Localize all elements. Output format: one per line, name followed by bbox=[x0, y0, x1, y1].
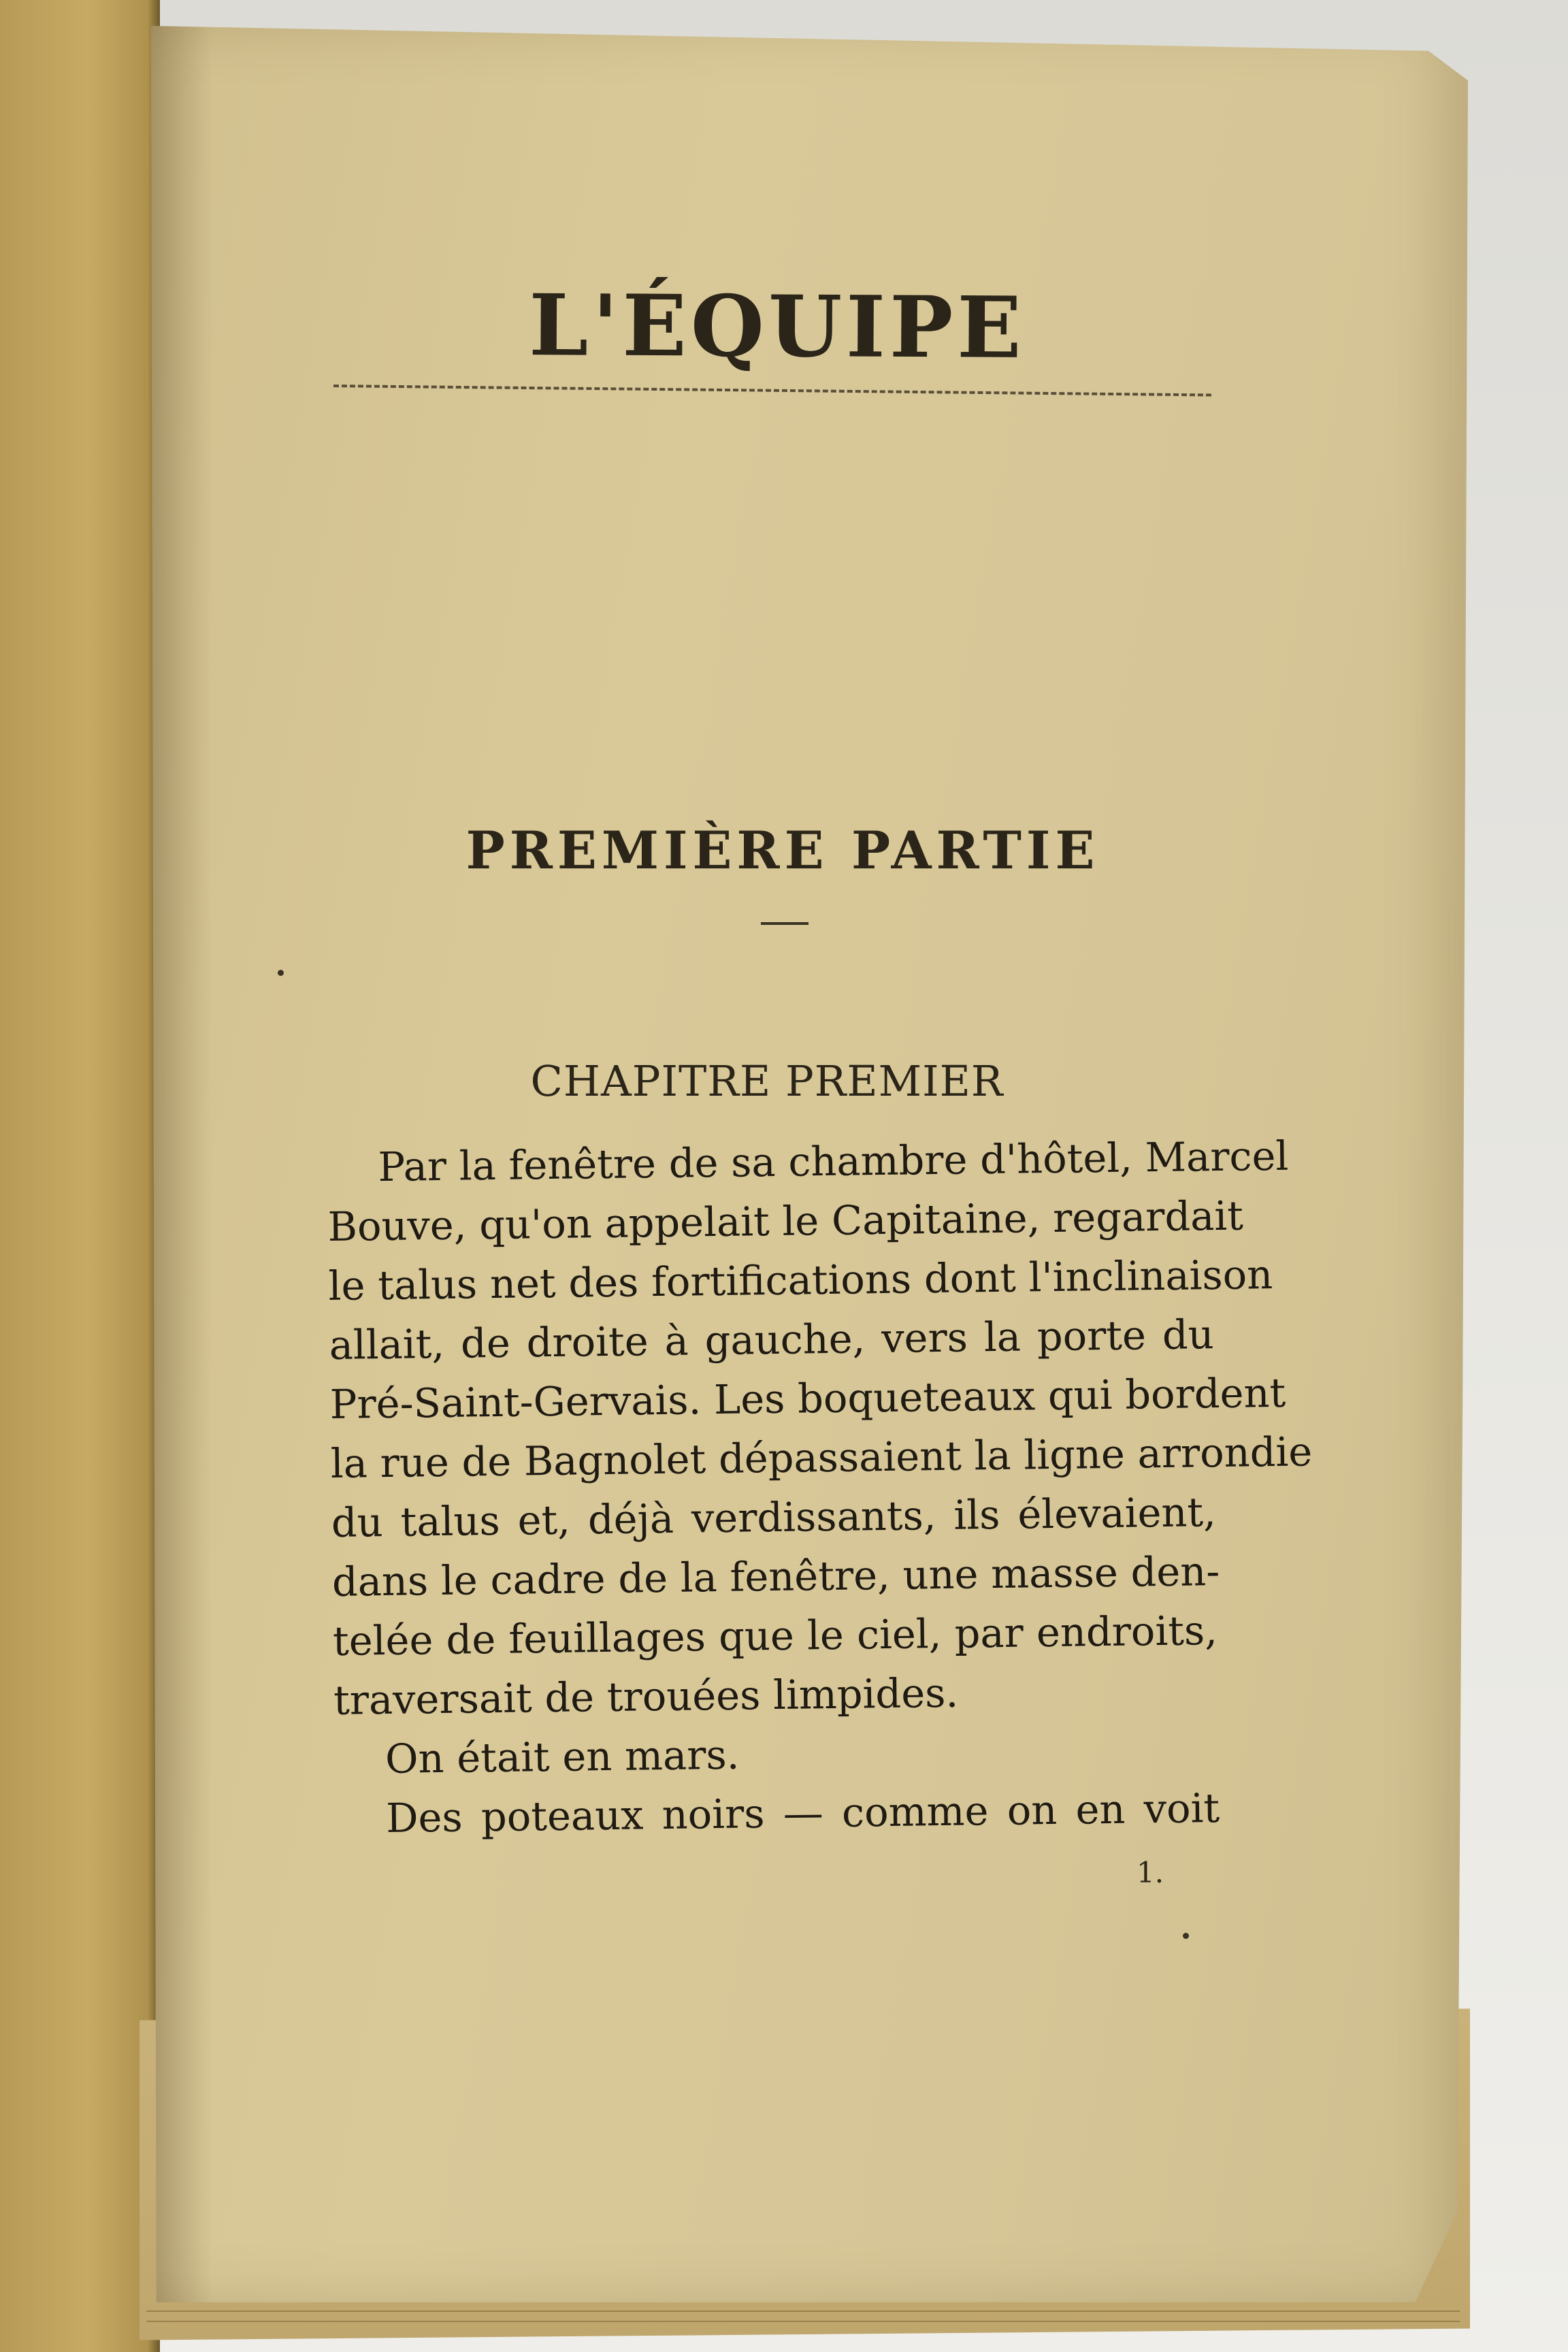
page-number: 1. bbox=[1137, 1856, 1164, 1889]
body-line: telée de feuillages que le ciel, par endroits, bbox=[332, 1607, 1218, 1665]
body-line: On était en mars. bbox=[385, 1731, 740, 1783]
page-stack-line bbox=[146, 2321, 1460, 2322]
book-title: L'ÉQUIPE bbox=[528, 276, 1026, 378]
body-line: du talus et, déjà verdissants, ils élevaient, bbox=[331, 1488, 1217, 1546]
page-stack-line bbox=[146, 2310, 1460, 2312]
body-line: traversait de trouées limpides. bbox=[333, 1669, 959, 1724]
chapter-title: CHAPITRE PREMIER bbox=[530, 1056, 1004, 1106]
body-line: Pré-Saint-Gervais. Les boqueteaux qui bordent bbox=[329, 1369, 1286, 1428]
body-line: allait, de droite à gauche, vers la porte du bbox=[329, 1311, 1215, 1369]
body-line: Par la fenêtre de sa chambre d'hôtel, Marcel bbox=[378, 1132, 1289, 1191]
body-line: Des poteaux noirs — comme on en voit bbox=[385, 1784, 1220, 1842]
paper-speck bbox=[278, 970, 284, 976]
body-line: le talus net des fortifications dont l'inclinaison bbox=[328, 1251, 1273, 1309]
part-title: PREMIÈRE PARTIE bbox=[466, 820, 1100, 881]
body-line: dans le cadre de la fenêtre, une masse den- bbox=[331, 1548, 1220, 1605]
part-divider bbox=[761, 922, 808, 925]
chapter-body bbox=[327, 1127, 1313, 1848]
body-line: la rue de Bagnolet dépassaient la ligne arrondie bbox=[330, 1428, 1313, 1487]
body-line: Bouve, qu'on appelait le Capitaine, regardait bbox=[327, 1192, 1244, 1250]
paper-speck bbox=[1183, 1933, 1189, 1939]
